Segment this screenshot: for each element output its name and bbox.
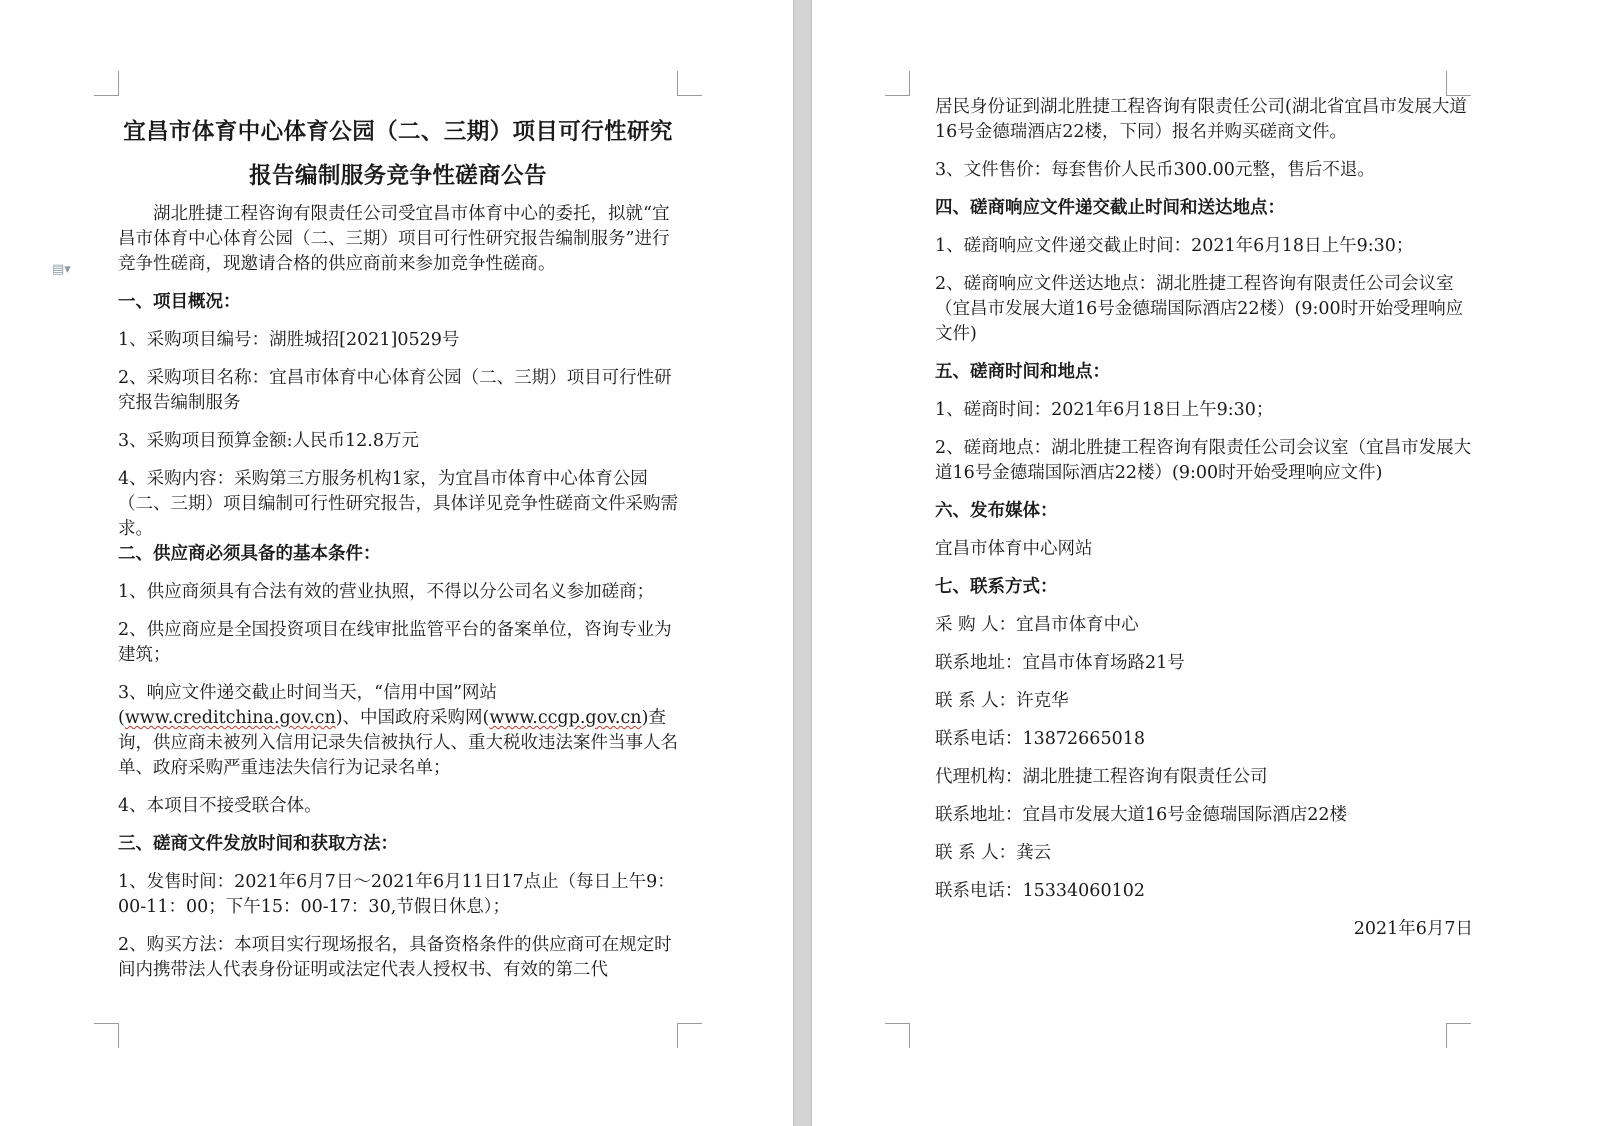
margin-corner-top-right [1446,71,1471,96]
document-title: 宜昌市体育中心体育公园（二、三期）项目可行性研究报告编制服务竞争性磋商公告 [123,119,673,189]
page-gutter [793,0,812,1126]
ccgp-link[interactable]: www.ccgp.gov.cn [489,708,642,728]
margin-corner-top-left [94,71,119,96]
contact-agent-person: 联 系 人：龚云 [935,843,1052,863]
submission-location: 2、磋商响应文件送达地点：湖北胜捷工程咨询有限责任公司会议室（宜昌市发展大道16号金德瑞国际酒店22楼）(9:00时开始受理响应文件) [935,274,1464,344]
intro-paragraph: 湖北胜捷工程咨询有限责任公司受宜昌市体育中心的委托，拟就“宜昌市体育中心体育公园（二、三期）项目可行性研究报告编制服务”进行竞争性磋商，现邀请合格的供应商前来参加竞争性磋商。 [118,204,670,274]
margin-corner-top-left [885,71,910,96]
document-page-right [812,0,1609,1126]
project-number: 1、采购项目编号：湖胜城招[2021]0529号 [118,330,460,350]
project-name: 2、采购项目名称：宜昌市体育中心体育公园（二、三期）项目可行性研究报告编制服务 [118,368,672,413]
margin-corner-bottom-right [677,1023,702,1048]
supplier-condition-3-paren-open: ( [118,708,125,728]
left-page-content [118,110,678,983]
section-heading-consultation: 五、磋商时间和地点： [935,362,1110,382]
paragraph-options-icon[interactable]: ▤▾ [52,262,71,277]
supplier-condition-3-tail: )查询，供应商未被列入信用记录失信被执行人、重大税收违法案件当事人名单、政府采购严重违法失信行为记录名单； [118,708,678,778]
document-page-left [0,0,793,1126]
contact-buyer: 采 购 人：宜昌市体育中心 [935,615,1139,635]
consultation-time: 1、磋商时间：2021年6月18日上午9:30； [935,400,1274,420]
document-price: 3、文件售价：每套售价人民币300.00元整，售后不退。 [935,160,1375,180]
submission-deadline: 1、磋商响应文件递交截止时间：2021年6月18日上午9:30； [935,236,1414,256]
publish-media: 宜昌市体育中心网站 [935,539,1093,559]
section-heading-contact: 七、联系方式： [935,577,1058,597]
supplier-condition-4: 4、本项目不接受联合体。 [118,796,322,816]
purchase-method: 2、购买方法：本项目实行现场报名，具备资格条件的供应商可在规定时间内携带法人代表身份证明或法定代表人授权书、有效的第二代 [118,935,672,980]
margin-corner-top-right [677,71,702,96]
supplier-condition-3-middle: )、中国政府采购网( [335,708,490,728]
margin-corner-bottom-right [1446,1023,1471,1048]
purchase-method-continued: 居民身份证到湖北胜捷工程咨询有限责任公司(湖北省宜昌市发展大道16号金德瑞酒店22楼，下同）报名并购买磋商文件。 [935,97,1467,142]
section-heading-supplier-conditions: 二、供应商必须具备的基本条件： [118,544,381,564]
supplier-condition-3-lead: 3、响应文件递交截止时间当天，“信用中国”网站 [118,683,498,703]
contact-agent: 代理机构：湖北胜捷工程咨询有限责任公司 [935,767,1268,787]
margin-corner-bottom-left [94,1023,119,1048]
section-heading-document-issuance: 三、磋商文件发放时间和获取方法： [118,834,398,854]
creditchina-link[interactable]: www.creditchina.gov.cn [124,708,336,728]
project-budget: 3、采购项目预算金额:人民币12.8万元 [118,431,419,451]
contact-buyer-person: 联 系 人：许克华 [935,691,1069,711]
contact-buyer-address: 联系地址：宜昌市体育场路21号 [935,653,1185,673]
section-heading-project-overview: 一、项目概况： [118,292,241,312]
supplier-condition-2: 2、供应商应是全国投资项目在线审批监管平台的备案单位，咨询专业为建筑； [118,620,672,665]
consultation-location: 2、磋商地点：湖北胜捷工程咨询有限责任公司会议室（宜昌市发展大道16号金德瑞国际酒店22楼）(9:00时开始受理响应文件) [935,438,1472,483]
section-heading-submission: 四、磋商响应文件递交截止时间和送达地点： [935,198,1285,218]
right-page-content [935,95,1473,955]
contact-buyer-phone: 联系电话：13872665018 [935,729,1145,749]
contact-agent-address: 联系地址：宜昌市发展大道16号金德瑞国际酒店22楼 [935,805,1348,825]
margin-corner-bottom-left [885,1023,910,1048]
procurement-content: 4、采购内容：采购第三方服务机构1家，为宜昌市体育中心体育公园（二、三期）项目编制可行性研究报告，具体详见竞争性磋商文件采购需求。 [118,469,678,539]
section-heading-media: 六、发布媒体： [935,501,1058,521]
supplier-condition-1: 1、供应商须具有合法有效的营业执照，不得以分公司名义参加磋商； [118,582,655,602]
sale-time: 1、发售时间：2021年6月7日～2021年6月11日17点止（每日上午9：00-11：00；下午15：00-17：30,节假日休息）； [118,872,675,917]
contact-agent-phone: 联系电话：15334060102 [935,881,1145,901]
announcement-date: 2021年6月7日 [1353,919,1473,939]
supplier-condition-3 [118,681,678,781]
